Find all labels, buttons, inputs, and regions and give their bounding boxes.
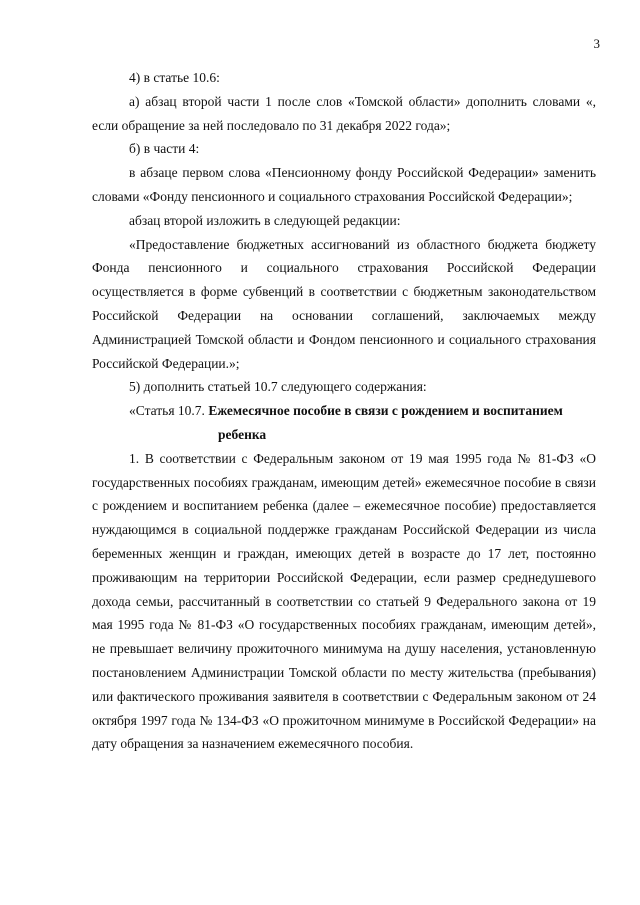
article-title: Ежемесячное пособие в связи с рождением и воспитанием [208, 403, 563, 419]
paragraph-item-4: 4) в статье 10.6: [129, 70, 220, 85]
paragraph-item-5: 5) дополнить статьей 10.7 следующего содержания: [129, 379, 427, 395]
paragraph-subitem-b: б) в части 4: [129, 141, 200, 157]
paragraph-replace-words: в абзаце первом слова «Пенсионному фонду Российской Федерации» заменить словами «Фонду пенсионного и социального страхования Российской Федерации»; [92, 165, 596, 204]
paragraph-new-wording: абзац второй изложить в следующей редакции: [129, 212, 401, 228]
article-heading [92, 399, 596, 447]
article-title-continuation: ребенка [218, 426, 267, 442]
paragraph-subitem-a: а) абзац второй части 1 после слов «Томской области» дополнить словами «, если обращение за ней последовало по 31 декабря 2022 года»; [92, 93, 596, 133]
paragraph-quoted-text: «Предоставление бюджетных ассигнований из областного бюджета бюджету Фонда пенсионного и социального страхования Российской Федерации осуществляется в форме субвенций в соответствии с бюджетным законодательством Российской Федерации на основании соглашений, заключаемых между Администрацией Томской области и Фондом пенсионного и социального страхования Российской Федерации.»; [92, 236, 596, 371]
article-number: «Статья 10.7. [129, 403, 205, 419]
page-number: 3 [593, 36, 600, 51]
document-body [92, 66, 596, 756]
article-body-paragraph: 1. В соответствии с Федеральным законом от 19 мая 1995 года № 81-ФЗ «О государственных пособиях гражданам, имеющим детей» ежемесячное пособие в связи с рождением и воспитанием ребенка (далее – ежемесячное пособие) предоставляется нуждающимся в социальной поддержке гражданам Российской Федерации из числа беременных женщин и граждан, имеющих детей в возрасте до 17 лет, постоянно проживающим на территории Российской Федерации, если размер среднедушевого дохода семьи, рассчитанный в соответствии со статьей 9 Федерального закона от 19 мая 1995 года № 81-ФЗ «О государственных пособиях гражданам, имеющим детей», не превышает величину прожиточного минимума на душу населения, установленную постановлением Администрации Томской области по месту жительства (пребывания) или фактического проживания заявителя в соответствии с Федеральным законом от 24 октября 1997 года № 134-ФЗ «О прожиточном минимуме в Российской Федерации» на дату обращения за назначением ежемесячного пособия. [92, 450, 596, 752]
